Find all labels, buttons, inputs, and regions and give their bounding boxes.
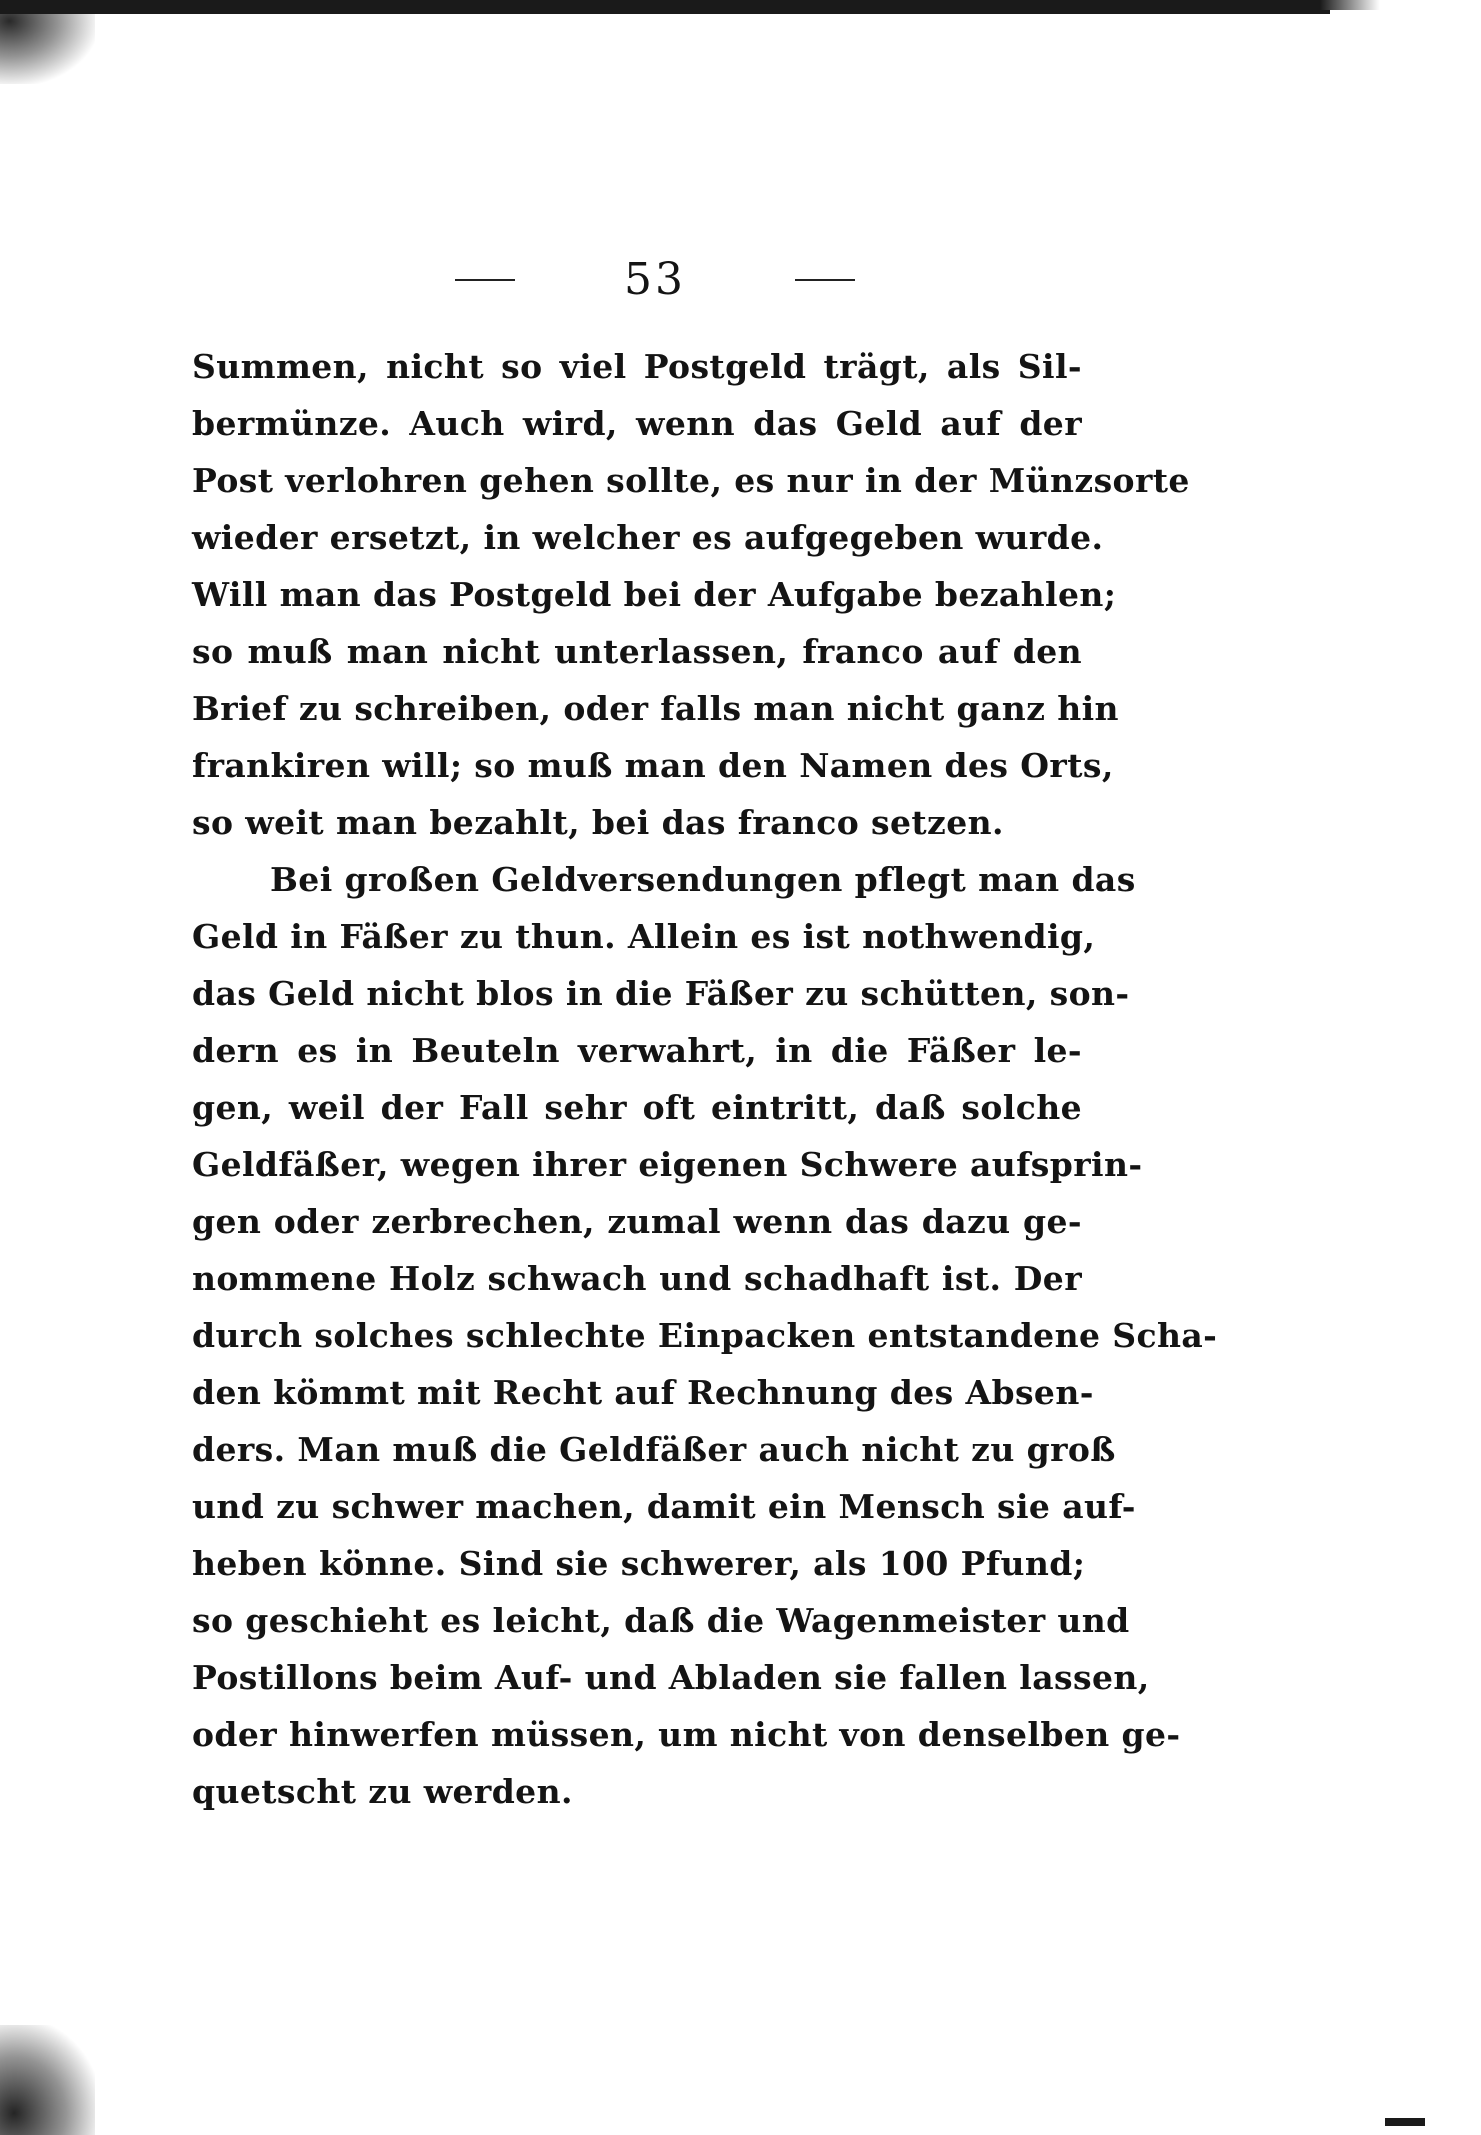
text-line: Geld in Fäßer zu thun. Allein es ist nothwendig,: [192, 917, 1096, 956]
right-dash: [795, 279, 855, 281]
text-line: nommene Holz schwach und schadhaft ist. Der: [192, 1259, 1082, 1298]
page-number: 53: [624, 254, 686, 305]
text-line: quetscht zu werden.: [192, 1772, 573, 1811]
body-text: [192, 338, 1218, 1820]
text-line: Geldfäßer, wegen ihrer eigenen Schwere aufsprin-: [192, 1145, 1143, 1184]
text-line: heben könne. Sind sie schwerer, als 100 Pfund;: [192, 1544, 1086, 1583]
text-line: bermünze. Auch wird, wenn das Geld auf der: [192, 404, 1082, 443]
text-line: gen, weil der Fall sehr oft eintritt, daß solche: [192, 1088, 1082, 1127]
text-line: durch solches schlechte Einpacken entstandene Scha-: [192, 1316, 1218, 1355]
text-line: Will man das Postgeld bei der Aufgabe bezahlen;: [192, 575, 1117, 614]
text-line: Summen, nicht so viel Postgeld trägt, als Sil-: [192, 347, 1082, 386]
scan-edge-top: [0, 0, 1330, 14]
text-line: oder hinwerfen müssen, um nicht von denselben ge-: [192, 1715, 1181, 1754]
text-line: dern es in Beuteln verwahrt, in die Fäßer le-: [192, 1031, 1082, 1070]
text-line: so weit man bezahlt, bei das franco setzen.: [192, 803, 1004, 842]
text-line: frankiren will; so muß man den Namen des Orts,: [192, 746, 1114, 785]
text-line: Brief zu schreiben, oder falls man nicht ganz hin: [192, 689, 1119, 728]
scan-blot-top-left: [0, 14, 95, 84]
text-line: so muß man nicht unterlassen, franco auf den: [192, 632, 1082, 671]
text-line: und zu schwer machen, damit ein Mensch sie auf-: [192, 1487, 1136, 1526]
text-line: so geschieht es leicht, daß die Wagenmeister und: [192, 1601, 1130, 1640]
text-line: den kömmt mit Recht auf Rechnung des Absen-: [192, 1373, 1094, 1412]
scan-blot-bottom-left: [0, 2025, 95, 2135]
running-head: [455, 250, 855, 310]
text-line: Postillons beim Auf- und Abladen sie fallen lassen,: [192, 1658, 1150, 1697]
text-line: ders. Man muß die Geldfäßer auch nicht zu groß: [192, 1430, 1116, 1469]
scan-edge-top-fade: [1320, 0, 1380, 10]
scan-mark-bottom-right: [1385, 2118, 1425, 2126]
text-line: Post verlohren gehen sollte, es nur in der Münzsorte: [192, 461, 1190, 500]
text-line: wieder ersetzt, in welcher es aufgegeben wurde.: [192, 518, 1104, 557]
paragraph-start-line: Bei großen Geldversendungen pflegt man das: [270, 860, 1136, 899]
text-line: gen oder zerbrechen, zumal wenn das dazu ge-: [192, 1202, 1082, 1241]
text-line: das Geld nicht blos in die Fäßer zu schütten, son-: [192, 974, 1130, 1013]
left-dash: [455, 279, 515, 281]
